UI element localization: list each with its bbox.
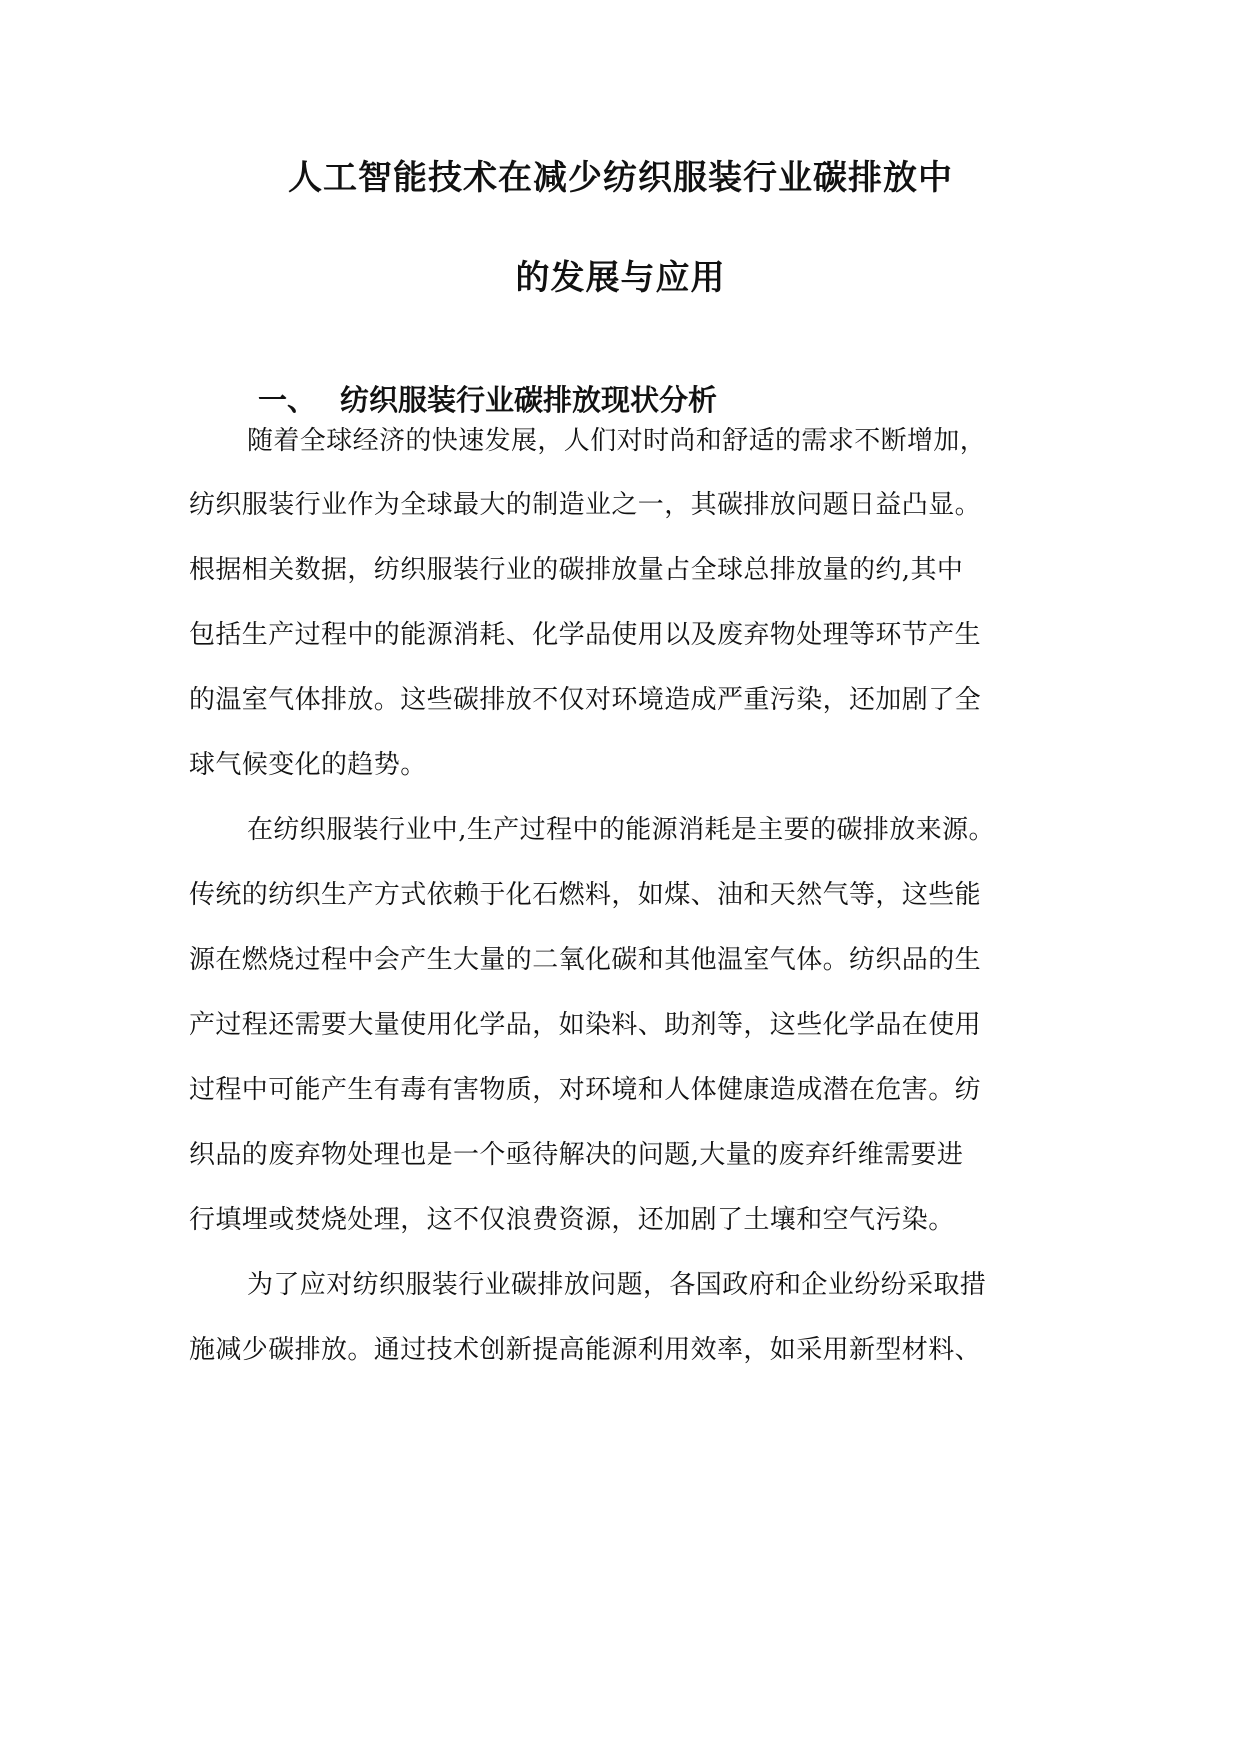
paragraph-1-line-2: 纺织服装行业作为全球最大的制造业之一，其碳排放问题日益凸显。 [189, 490, 982, 520]
paragraph-1-line-1: 随着全球经济的快速发展，人们对时尚和舒适的需求不断增加， [247, 426, 987, 456]
paragraph-1-line-6: 球气候变化的趋势。 [189, 750, 427, 780]
paragraph-2-line-7: 行填埋或焚烧处理，这不仅浪费资源，还加剧了土壤和空气污染。 [189, 1205, 955, 1235]
section-heading-text: 纺织服装行业碳排放现状分析 [340, 383, 718, 417]
document-title-line-1: 人工智能技术在减少纺织服装行业碳排放中 [288, 158, 953, 198]
paragraph-1-line-5: 的温室气体排放。这些碳排放不仅对环境造成严重污染，还加剧了全 [189, 685, 982, 715]
section-heading [258, 378, 717, 419]
paragraph-3-line-2: 施减少碳排放。通过技术创新提高能源利用效率，如采用新型材料、 [189, 1335, 982, 1365]
section-number: 一、 [258, 383, 317, 417]
paragraph-2-line-4: 产过程还需要大量使用化学品，如染料、助剂等，这些化学品在使用 [189, 1010, 982, 1040]
paragraph-2-line-1: 在纺织服装行业中,生产过程中的能源消耗是主要的碳排放来源。 [247, 815, 995, 845]
paragraph-3-line-1: 为了应对纺织服装行业碳排放问题，各国政府和企业纷纷采取措 [247, 1270, 987, 1300]
paragraph-1-line-4: 包括生产过程中的能源消耗、化学品使用以及废弃物处理等环节产生 [189, 620, 982, 650]
paragraph-1-line-3: 根据相关数据，纺织服装行业的碳排放量占全球总排放量的约,其中 [189, 555, 964, 585]
paragraph-2-line-6: 织品的废弃物处理也是一个亟待解决的问题,大量的废弃纤维需要进 [189, 1140, 964, 1170]
document-title-line-2: 的发展与应用 [515, 258, 726, 298]
paragraph-2-line-3: 源在燃烧过程中会产生大量的二氧化碳和其他温室气体。纺织品的生 [189, 945, 982, 975]
paragraph-2-line-5: 过程中可能产生有毒有害物质，对环境和人体健康造成潜在危害。纺 [189, 1075, 982, 1105]
paragraph-2-line-2: 传统的纺织生产方式依赖于化石燃料，如煤、油和天然气等，这些能 [189, 880, 982, 910]
